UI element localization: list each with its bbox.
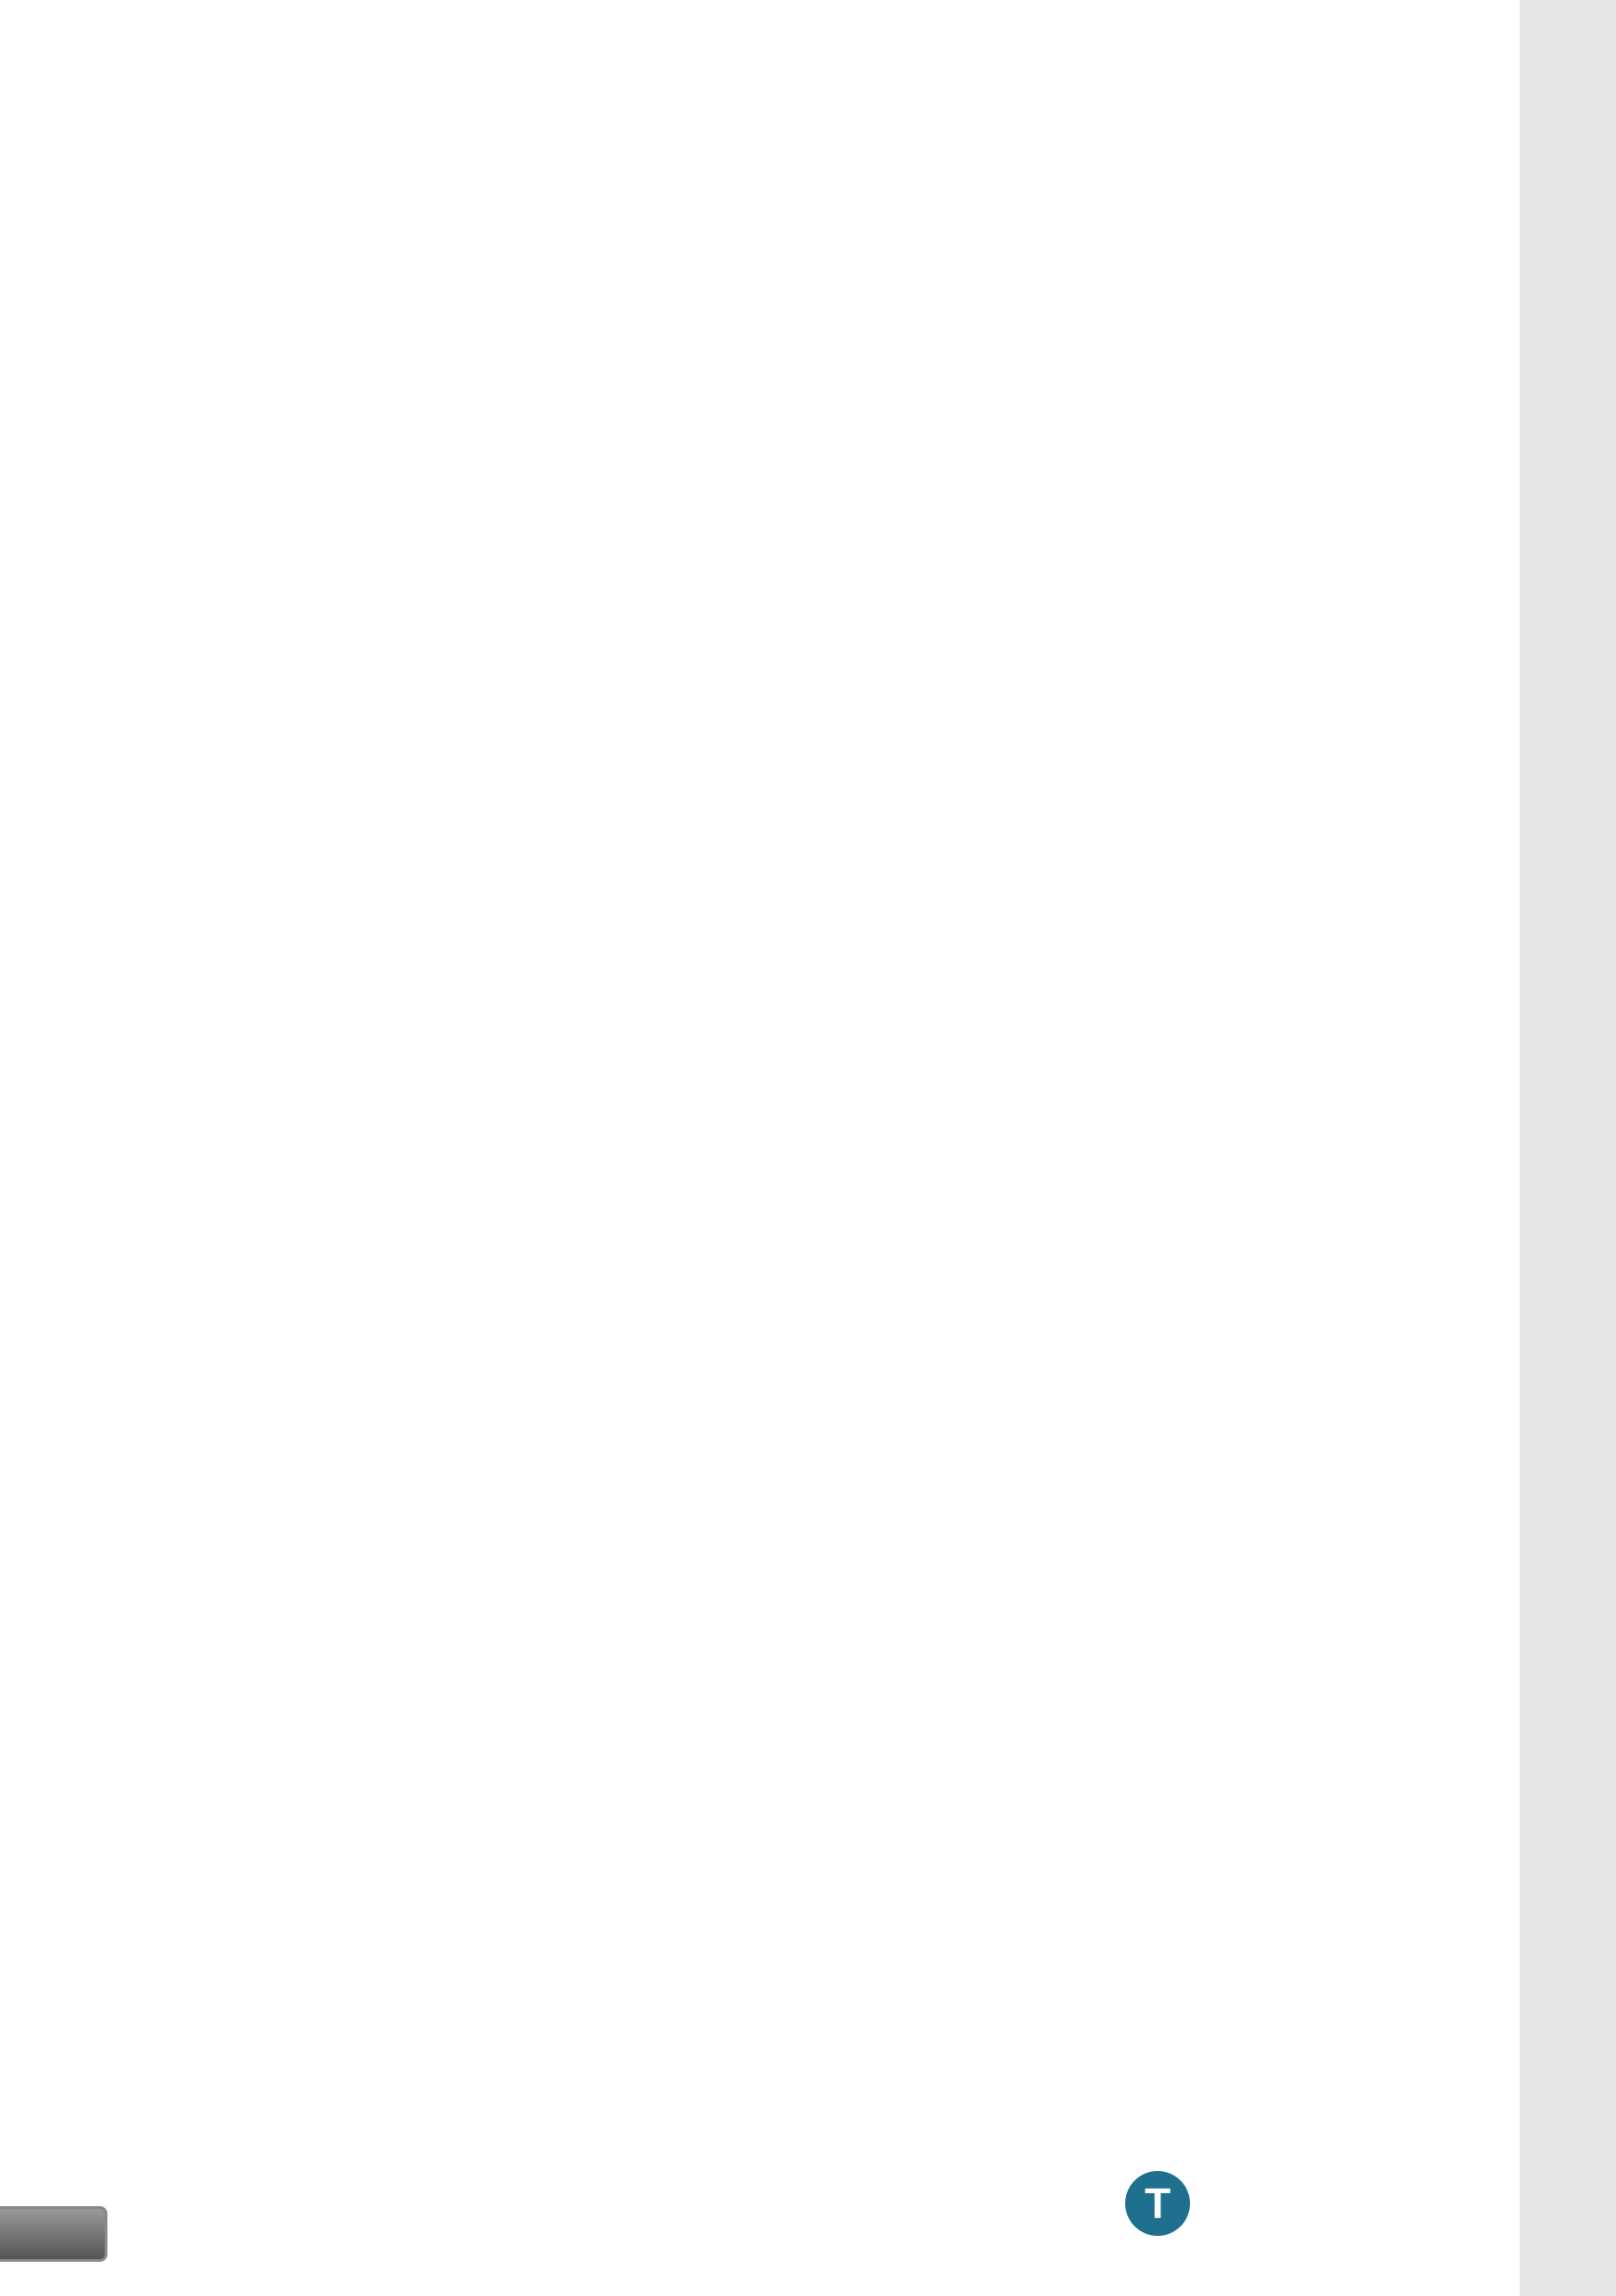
taegutec-mark-icon: T	[1125, 2171, 1190, 2236]
taegutec-logo	[1125, 2171, 1197, 2236]
contents-button[interactable]	[0, 2206, 107, 2262]
side-tabs	[1520, 0, 1616, 2296]
